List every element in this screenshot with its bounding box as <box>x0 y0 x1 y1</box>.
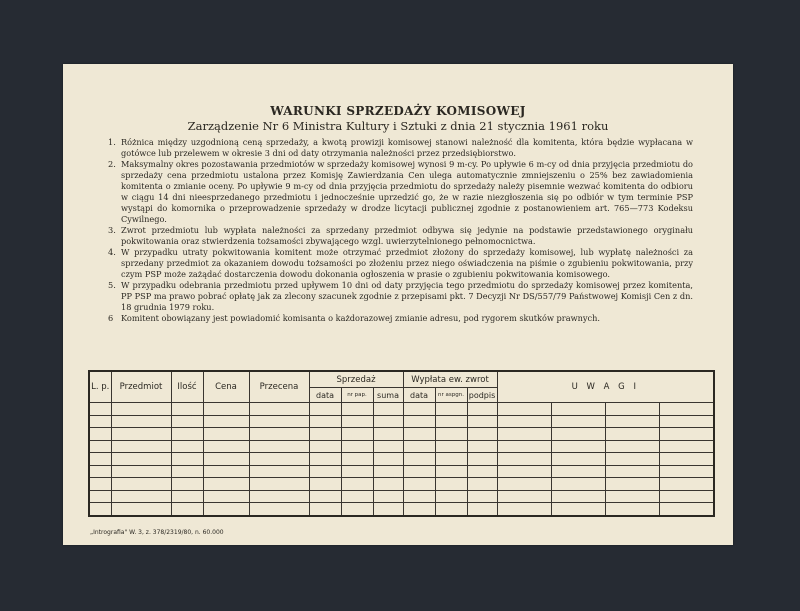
table-cell <box>605 428 659 441</box>
table-cell <box>309 453 341 466</box>
table-cell <box>551 453 605 466</box>
document-title: WARUNKI SPRZEDAŻY KOMISOWEJ <box>270 104 526 118</box>
table-cell <box>551 503 605 516</box>
table-cell <box>497 403 551 416</box>
table-cell <box>89 465 111 478</box>
table-cell <box>309 440 341 453</box>
rule-item <box>108 313 693 324</box>
table-cell <box>467 428 497 441</box>
rule-item <box>108 247 693 280</box>
header-przedmiot: Przedmiot <box>111 371 171 403</box>
table-cell <box>171 465 203 478</box>
table-cell <box>435 490 467 503</box>
table-cell <box>203 428 249 441</box>
table-cell <box>403 465 435 478</box>
table-cell <box>605 465 659 478</box>
table-row <box>89 428 714 441</box>
table-cell <box>659 503 714 516</box>
table-cell <box>89 403 111 416</box>
rule-item <box>108 225 693 247</box>
table-cell <box>249 415 309 428</box>
header-uwagi: U W A G I <box>497 371 714 403</box>
header-przecena: Przecena <box>249 371 309 403</box>
table-cell <box>467 440 497 453</box>
table-cell <box>659 415 714 428</box>
commission-form-sheet <box>63 64 733 545</box>
table-cell <box>403 415 435 428</box>
table-cell <box>497 453 551 466</box>
table-cell <box>435 503 467 516</box>
table-cell <box>203 440 249 453</box>
table-cell <box>249 490 309 503</box>
table-cell <box>89 503 111 516</box>
table-cell <box>659 428 714 441</box>
header-cena: Cena <box>203 371 249 403</box>
table-cell <box>111 428 171 441</box>
table-cell <box>111 490 171 503</box>
table-row <box>89 440 714 453</box>
table-cell <box>373 490 403 503</box>
table-cell <box>435 428 467 441</box>
table-cell <box>309 478 341 491</box>
table-row <box>89 503 714 516</box>
table-cell <box>497 465 551 478</box>
table-cell <box>467 490 497 503</box>
table-cell <box>341 453 373 466</box>
table-cell <box>551 415 605 428</box>
header-lp: L. p. <box>89 371 111 403</box>
table-cell <box>309 415 341 428</box>
table-cell <box>341 465 373 478</box>
table-cell <box>249 465 309 478</box>
table-cell <box>309 465 341 478</box>
table-row <box>89 453 714 466</box>
table-cell <box>659 440 714 453</box>
table-cell <box>605 415 659 428</box>
table-cell <box>89 453 111 466</box>
table-cell <box>171 490 203 503</box>
table-cell <box>309 428 341 441</box>
table-cell <box>341 403 373 416</box>
table-cell <box>605 478 659 491</box>
table-cell <box>435 453 467 466</box>
table-cell <box>497 503 551 516</box>
table-cell <box>435 465 467 478</box>
table-cell <box>309 403 341 416</box>
table-cell <box>605 440 659 453</box>
table-cell <box>249 503 309 516</box>
table-cell <box>249 453 309 466</box>
subheader-data: data <box>309 388 341 403</box>
table-cell <box>249 440 309 453</box>
table-cell <box>203 478 249 491</box>
table-cell <box>341 490 373 503</box>
table-cell <box>467 478 497 491</box>
table-cell <box>89 478 111 491</box>
table-cell <box>605 403 659 416</box>
table-cell <box>403 403 435 416</box>
commission-table <box>88 370 715 517</box>
table-cell <box>467 415 497 428</box>
table-cell <box>435 478 467 491</box>
table-cell <box>341 503 373 516</box>
table-cell <box>89 490 111 503</box>
table-cell <box>467 453 497 466</box>
table-cell <box>203 403 249 416</box>
table-cell <box>89 440 111 453</box>
table-cell <box>403 428 435 441</box>
table-cell <box>403 503 435 516</box>
table-cell <box>497 428 551 441</box>
table-cell <box>203 490 249 503</box>
table-cell <box>659 453 714 466</box>
table-cell <box>373 403 403 416</box>
table-cell <box>497 478 551 491</box>
rule-number: 5. <box>108 280 116 290</box>
rule-number: 3. <box>108 225 116 235</box>
table-cell <box>373 440 403 453</box>
table-cell <box>171 503 203 516</box>
table-cell <box>435 415 467 428</box>
rule-text: W przypadku utraty pokwitowania komitent może otrzymać przedmiot złożony do sprzedaży komisowej, lub wypłatę należności za sprzedany przedmiot za okazaniem dowodu tożsamości po złożeniu przez niego oświadczenia na piśmie o zgubieniu pokwitowania, przy czym PSP może zażądać dostarczenia dowodu dokonania ogłoszenia w prasie o zgubieniu pokwitowania komisowego. <box>121 247 693 279</box>
table-row <box>89 415 714 428</box>
table-cell <box>373 453 403 466</box>
subheader-suma: suma <box>373 388 403 403</box>
header-ilosc: Ilość <box>171 371 203 403</box>
rule-item <box>108 159 693 225</box>
rule-number: 4. <box>108 247 116 257</box>
header-sprzedaz: Sprzedaż <box>309 371 403 388</box>
table-cell <box>171 428 203 441</box>
table-cell <box>203 465 249 478</box>
table-cell <box>111 415 171 428</box>
table-cell <box>497 415 551 428</box>
table-cell <box>249 478 309 491</box>
table-cell <box>467 503 497 516</box>
table-cell <box>89 415 111 428</box>
table-cell <box>111 453 171 466</box>
table-cell <box>605 453 659 466</box>
table-cell <box>203 415 249 428</box>
table-cell <box>203 503 249 516</box>
subheader-podpis: podpis <box>467 388 497 403</box>
table-cell <box>249 403 309 416</box>
table-cell <box>341 415 373 428</box>
rules-list <box>108 137 693 324</box>
rule-item <box>108 137 693 159</box>
subheader-nr-aspgn: nr aspgn. <box>435 388 467 403</box>
table-cell <box>341 428 373 441</box>
table-cell <box>659 490 714 503</box>
table-cell <box>89 428 111 441</box>
table-cell <box>373 428 403 441</box>
table-cell <box>435 403 467 416</box>
header-wyplata: Wypłata ew. zwrot <box>403 371 497 388</box>
table-cell <box>403 453 435 466</box>
rule-text: W przypadku odebrania przedmiotu przed upływem 10 dni od daty przyjęcia tego przedmiotu do sprzedaży komisowej przez komitenta, PP PSP ma prawo pobrać opłatę jak za zlecony szacunek zgodnie z przepisami pkt. 7 Decyzji Nr DS/557/79 Państwowej Komisji Cen z dn. 18 grudnia 1979 roku. <box>121 280 693 312</box>
rule-text: Zwrot przedmiotu lub wypłata należności za sprzedany przedmiot odbywa się jedynie na podstawie przedstawionego oryginału pokwitowania oraz stwierdzenia tożsamości zbywającego wzgl. uwierzytelnionego pełnomocnictwa. <box>121 225 693 246</box>
rule-text: Komitent obowiązany jest powiadomić komisanta o każdorazowej zmianie adresu, pod rygorem skutków prawnych. <box>121 313 600 323</box>
table-cell <box>171 453 203 466</box>
table-cell <box>403 478 435 491</box>
table-cell <box>659 478 714 491</box>
table-cell <box>171 415 203 428</box>
rule-text: Różnica między uzgodnioną ceną sprzedaży, a kwotą prowizji komisowej stanowi należność dla komitenta, która będzie wypłacana w gotówce lub przelewem w okresie 3 dni od daty otrzymania należności przez przedsiębiorstwo. <box>121 137 693 158</box>
subheader-nr-pap: nr pap. <box>341 388 373 403</box>
table-cell <box>551 428 605 441</box>
table-cell <box>403 440 435 453</box>
table-cell <box>551 490 605 503</box>
table-cell <box>111 478 171 491</box>
table-cell <box>403 490 435 503</box>
table-cell <box>551 478 605 491</box>
rule-number: 2. <box>108 159 116 169</box>
table-cell <box>373 465 403 478</box>
table-row <box>89 490 714 503</box>
table-cell <box>111 503 171 516</box>
table-row <box>89 465 714 478</box>
table-cell <box>341 478 373 491</box>
table-cell <box>171 478 203 491</box>
table-cell <box>373 478 403 491</box>
table-row <box>89 478 714 491</box>
table-cell <box>373 503 403 516</box>
table-cell <box>605 503 659 516</box>
table-cell <box>659 403 714 416</box>
table-cell <box>171 440 203 453</box>
table-cell <box>551 465 605 478</box>
table-row <box>89 403 714 416</box>
table-cell <box>551 440 605 453</box>
table-cell <box>497 440 551 453</box>
table-cell <box>551 403 605 416</box>
printer-imprint: „Intrografia" W. 3, z. 378/2319/80, n. 60.000 <box>90 529 224 536</box>
table-cell <box>111 440 171 453</box>
table-cell <box>467 465 497 478</box>
table-cell <box>203 453 249 466</box>
rule-item <box>108 280 693 313</box>
table-cell <box>309 503 341 516</box>
table-cell <box>467 403 497 416</box>
table-cell <box>309 490 341 503</box>
table-cell <box>111 465 171 478</box>
table-cell <box>435 440 467 453</box>
table-cell <box>341 440 373 453</box>
table-cell <box>111 403 171 416</box>
table-cell <box>171 403 203 416</box>
rule-number: 6 <box>108 313 114 323</box>
table-cell <box>605 490 659 503</box>
rule-number: 1. <box>108 137 116 147</box>
subheader-data: data <box>403 388 435 403</box>
rule-text: Maksymalny okres pozostawania przedmiotów w sprzedaży komisowej wynosi 9 m-cy. Po upływie 6 m-cy od dnia przyjęcia przedmiotu do sprzedaży cena przedmiotu ustalona przez Komisję Zawierdzania Cen ulega automatycznie zmniejszeniu o 25% bez zawiadomienia komitenta o zmianie oceny. Po upływie 9 m-cy od dnia przyjęcia przedmiotu do sprzedaży należy pisemnie wezwać komitenta do odbioru w ciągu 14 dni nieesprzedanego przedmiotu i jednocześnie uprzedzić go, że w razie niezgłoszenia się po odbiór w tym terminie PSP wystąpi do komornika o przeprowadzenie sprzedaży w drodze licytacji publicznej zgodnie z postanowieniem art. 765—773 Kodeksu Cywilnego. <box>121 159 693 224</box>
table-cell <box>497 490 551 503</box>
table-cell <box>373 415 403 428</box>
table-cell <box>659 465 714 478</box>
document-subtitle: Zarządzenie Nr 6 Ministra Kultury i Sztuki z dnia 21 stycznia 1961 roku <box>187 119 609 133</box>
table-cell <box>249 428 309 441</box>
